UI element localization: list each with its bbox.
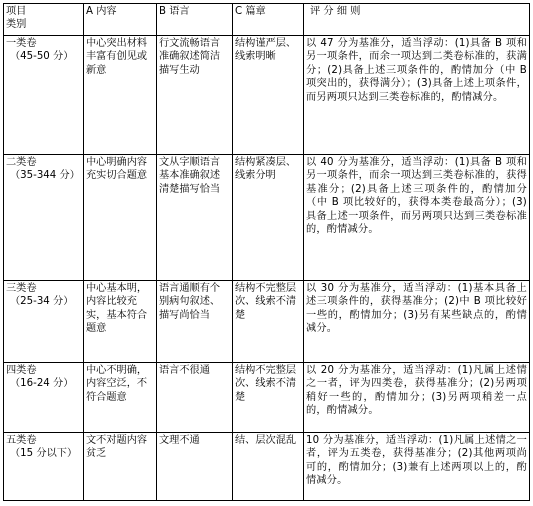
level-range: （45-50 分） (10, 51, 74, 63)
detail-cell: 以 30 分为基准分，适当浮动：(1)基本具备上述三项条件的，获得基准分；(2)中 B 项比较好一些的，酌情加分；(3)另有某些缺点的，酌情减分。 (304, 281, 530, 363)
level-cell (4, 36, 84, 155)
table-row (4, 433, 530, 501)
language-cell: 语言通顺有个别病句叙述、描写尚恰当 (157, 281, 233, 363)
structure-cell: 结、层次混乱 (233, 433, 304, 501)
level-cell (4, 155, 84, 281)
header-content: A 内容 (84, 4, 157, 36)
table-row (4, 281, 530, 363)
scoring-rubric-table (3, 3, 530, 501)
structure-cell: 结构谨严层、线索明晰 (233, 36, 304, 155)
level-name: 三类卷 (6, 283, 37, 294)
level-name: 四类卷 (6, 365, 37, 376)
level-name: 五类卷 (6, 435, 37, 446)
level-name: 二类卷 (6, 157, 37, 168)
language-cell: 文理不通 (157, 433, 233, 501)
detail-cell: 以 40 分为基准分，适当浮动：(1)具备 B 项和另一项条件，而余一项达到三类卷标准的，获得基准分；(2)具备上述三项条件的，酌情加分（中 B 项比较好的，获得本类卷最高分）；(3)具备上述一项条件，而另两项只达到三类卷标准的，酌情减分。 (304, 155, 530, 281)
level-name: 一类卷 (6, 38, 37, 49)
header-structure: C 篇章 (233, 4, 304, 36)
content-cell: 中心不明确，内容空泛，不符合题意 (84, 363, 157, 433)
structure-cell: 结构紧凑层、线索分明 (233, 155, 304, 281)
header-level-cell (4, 4, 84, 36)
header-row (4, 4, 530, 36)
header-item-label: 项目 (6, 6, 27, 17)
level-range: （35-344 分） (10, 170, 80, 182)
level-range: （15 分以下） (10, 448, 78, 460)
level-range: （16-24 分） (10, 378, 74, 390)
header-detail: 评 分 细 则 (304, 4, 530, 36)
detail-cell: 以 20 分为基准分，适当浮动：(1)凡属上述情之一者，评为四类卷，获得基准分；(2)另两项稍好一些的，酌情加分；(3)另两项稍差一点的，酌情减分。 (304, 363, 530, 433)
detail-cell: 以 47 分为基准分，适当浮动：(1)具备 B 项和另一项条件，而余一项达到二类卷标准的，获满分；(2)具备上述三项条件的，酌情加分（中 B 项突出的，获得满分）；(3)具备上述上项条件，而另两项只达到三类卷标准的，酌情减分。 (304, 36, 530, 155)
language-cell: 行文流畅语言准确叙述简洁描写生动 (157, 36, 233, 155)
structure-cell: 结构不完整层次、线索不清楚 (233, 281, 304, 363)
content-cell: 文不对题内容贫乏 (84, 433, 157, 501)
content-cell: 中心明确内容充实切合题意 (84, 155, 157, 281)
level-cell (4, 363, 84, 433)
level-range: （25-34 分） (10, 296, 74, 308)
language-cell: 语言不很通 (157, 363, 233, 433)
language-cell: 文从字顺语言基本准确叙述清楚描写恰当 (157, 155, 233, 281)
header-language: B 语言 (157, 4, 233, 36)
level-cell (4, 281, 84, 363)
structure-cell: 结构不完整层次、线索不清楚 (233, 363, 304, 433)
table-row (4, 155, 530, 281)
header-category-label: 类别 (6, 19, 27, 31)
table-row (4, 36, 530, 155)
detail-cell: 10 分为基准分，适当浮动：(1)凡属上述情之一者，评为五类卷，获得基准分；(2)其他两项尚可的，酌情加分；(3)兼有上述两项以上的，酌情减分。 (304, 433, 530, 501)
level-cell (4, 433, 84, 501)
content-cell: 中心突出材料丰富有创见或新意 (84, 36, 157, 155)
table-row (4, 363, 530, 433)
content-cell: 中心基本明，内容比较充实，基本符合题意 (84, 281, 157, 363)
